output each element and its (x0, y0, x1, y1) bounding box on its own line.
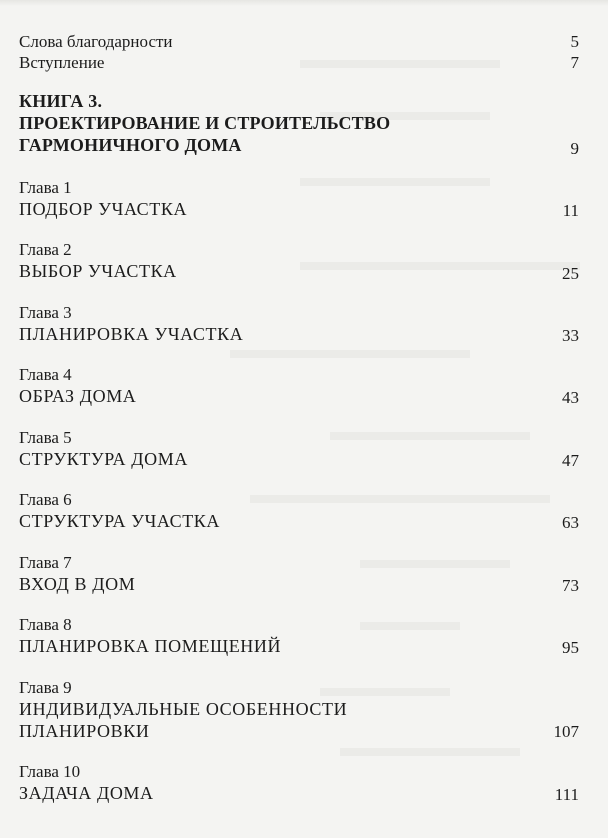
chapter-title: ВХОД В ДОМ (19, 574, 136, 594)
book-heading-line2: ПРОЕКТИРОВАНИЕ И СТРОИТЕЛЬСТВО (19, 113, 391, 133)
chapter-page: 95 (562, 638, 579, 657)
chapter-title: СТРУКТУРА ДОМА (19, 449, 188, 469)
bleed-through-line (300, 262, 580, 270)
chapter-label: Глава 4 (19, 365, 72, 384)
bleed-through-line (320, 688, 450, 696)
chapter-page: 43 (562, 388, 579, 407)
bleed-through-line (360, 622, 460, 630)
toc-entry-page: 7 (570, 53, 579, 72)
chapter-page: 107 (553, 722, 579, 741)
chapter-label: Глава 6 (19, 490, 72, 509)
toc-entry-page: 5 (570, 32, 579, 51)
chapter-page: 111 (554, 785, 579, 804)
chapter-title-line2: ПЛАНИРОВКИ (19, 721, 150, 741)
chapter-label: Глава 10 (19, 762, 81, 781)
chapter-page: 63 (562, 513, 579, 532)
chapter-page: 25 (562, 264, 579, 283)
toc-entry-title: Слова благодарности (19, 32, 173, 51)
chapter-title: ИНДИВИДУАЛЬНЫЕ ОСОБЕННОСТИ (19, 699, 348, 719)
chapter-page: 73 (562, 576, 579, 595)
bleed-through-line (230, 350, 470, 358)
chapter-title: ПОДБОР УЧАСТКА (19, 199, 188, 219)
chapter-title: ЗАДАЧА ДОМА (19, 783, 154, 803)
book-heading-page: 9 (570, 139, 579, 158)
book-heading-line3: ГАРМОНИЧНОГО ДОМА (19, 135, 242, 155)
bleed-through-line (340, 748, 520, 756)
chapter-page: 47 (562, 451, 579, 470)
chapter-page: 33 (562, 326, 579, 345)
chapter-label: Глава 2 (19, 240, 72, 259)
chapter-label: Глава 3 (19, 303, 72, 322)
bleed-through-line (300, 60, 500, 68)
bleed-through-line (330, 432, 530, 440)
chapter-label: Глава 8 (19, 615, 72, 634)
toc-entry-title: Вступление (19, 53, 105, 72)
chapter-label: Глава 9 (19, 678, 72, 697)
book-heading-line1: КНИГА 3. (19, 91, 103, 111)
chapter-label: Глава 7 (19, 553, 72, 572)
chapter-title: ПЛАНИРОВКА УЧАСТКА (19, 324, 244, 344)
page-top-shadow (0, 0, 608, 6)
chapter-label: Глава 5 (19, 428, 72, 447)
bleed-through-line (360, 560, 510, 568)
chapter-page: 11 (562, 201, 579, 220)
chapter-title: СТРУКТУРА УЧАСТКА (19, 511, 221, 531)
chapter-title: ОБРАЗ ДОМА (19, 386, 137, 406)
chapter-label: Глава 1 (19, 178, 72, 197)
chapter-title: ВЫБОР УЧАСТКА (19, 261, 177, 281)
bleed-through-line (300, 178, 490, 186)
chapter-title: ПЛАНИРОВКА ПОМЕЩЕНИЙ (19, 636, 282, 656)
bleed-through-line (250, 495, 550, 503)
